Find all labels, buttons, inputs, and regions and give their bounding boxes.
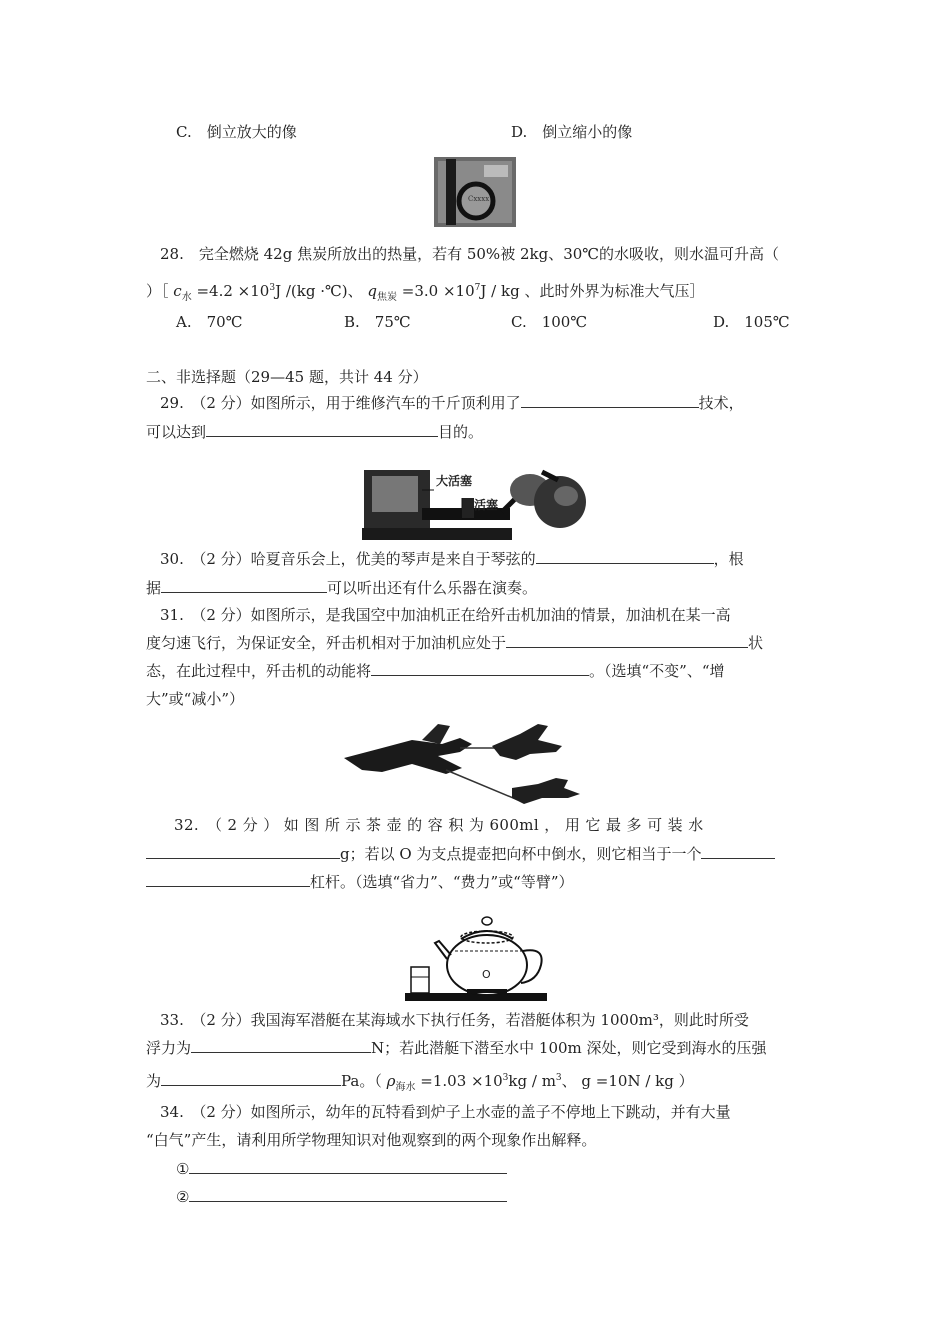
q33-blank2[interactable] bbox=[161, 1071, 341, 1086]
q32-line1: 32. （ 2 分 ） 如 图 所 示 茶 壶 的 容 积 为 600ml ， 用 它 最 多 可 装 水 bbox=[174, 816, 704, 834]
q32-line3: 杠杆。（选填“省力”、“费力”或“等臂”） bbox=[146, 872, 574, 892]
q34-blank1[interactable] bbox=[189, 1159, 507, 1174]
option-d-27: D. 倒立缩小的像 bbox=[511, 123, 633, 141]
q33-line2: 浮力为 N；若此潜艇下潜至水中 100m 深处，则它受到海水的压强 bbox=[146, 1039, 767, 1057]
q33-blank1[interactable] bbox=[191, 1038, 371, 1053]
q31-line3: 态，在此过程中，歼击机的动能将 。（选填“不变”、“增 bbox=[146, 662, 725, 680]
q28-option-c: C. 100℃ bbox=[511, 313, 588, 331]
q29-blank1[interactable] bbox=[521, 393, 699, 408]
hydraulic-jack-figure bbox=[362, 462, 592, 542]
q28-line2: ）［ $c_水 =4.2 \times 10^3J$ /(kg ·℃)、 $q_{焦炭} =3.0 \times 10^7J$ / kg 、此时外界为标准大气压］ bbox=[146, 282, 705, 303]
q29-line1: 29. （2 分）如图所示，用于维修汽车的千斤顶利用了 技术， bbox=[160, 394, 744, 412]
option-c-27: C. 倒立放大的像 bbox=[176, 123, 297, 141]
q32-blank2a[interactable] bbox=[701, 844, 775, 859]
q32-blank1[interactable] bbox=[146, 844, 340, 859]
q34-line2: “白气”产生，请利用所学物理知识对他观察到的两个现象作出解释。 bbox=[146, 1131, 597, 1149]
q28-option-b: B. 75℃ bbox=[344, 313, 411, 331]
q30-blank2[interactable] bbox=[161, 578, 327, 593]
section-heading: 二、非选择题（29—45 题，共计 44 分） bbox=[146, 368, 428, 386]
q30-line1: 30. （2 分）哈夏音乐会上，优美的琴声是来自于琴弦的 ，根 bbox=[160, 550, 744, 568]
q31-blank2[interactable] bbox=[371, 661, 589, 676]
lens-figure bbox=[434, 157, 516, 227]
small-piston-label: 小活塞 bbox=[462, 498, 499, 512]
q33-line3: 为 Pa。（ $\rho_{海水} =1.03 \times 10^3kg / m^3$、 g =10N / kg ） bbox=[146, 1072, 694, 1093]
q33-line1: 33. （2 分）我国海军潜艇在某海域水下执行任务，若潜艇体积为 1000m³，则此时所受 bbox=[160, 1011, 749, 1029]
q34-blank2[interactable] bbox=[189, 1187, 507, 1202]
q34-line1: 34. （2 分）如图所示，幼年的瓦特看到炉子上水壶的盖子不停地上下跳动，并有大量 bbox=[160, 1103, 731, 1121]
q28-option-d: D. 105℃ bbox=[713, 313, 790, 331]
q34-answer2: ② bbox=[176, 1187, 507, 1207]
q32-line2: g；若以 O 为支点提壶把向杯中倒水，则它相当于一个 bbox=[146, 844, 775, 864]
q31-line1: 31. （2 分）如图所示，是我国空中加油机正在给歼击机加油的情景，加油机在某一高 bbox=[160, 606, 731, 624]
q31-line4: 大”或“减小”） bbox=[146, 690, 245, 708]
q28-line1: 28. 完全燃烧 42g 焦炭所放出的热量，若有 50%被 2kg、30℃的水吸收，则水温可升高（ bbox=[160, 245, 780, 263]
q31-line2: 度匀速飞行，为保证安全，歼击机相对于加油机应处于 状 bbox=[146, 634, 764, 652]
svg-text:Cxxxx: Cxxxx bbox=[468, 195, 490, 203]
q29-blank2[interactable] bbox=[206, 422, 438, 437]
q30-line2: 据 可以听出还有什么乐器在演奏。 bbox=[146, 579, 538, 597]
q32-blank2b[interactable] bbox=[146, 872, 310, 887]
pivot-label: O bbox=[482, 968, 491, 981]
teapot-figure bbox=[405, 905, 547, 1003]
refueling-aircraft-figure bbox=[342, 718, 582, 810]
q30-blank1[interactable] bbox=[536, 549, 714, 564]
q29-line2: 可以达到 目的。 bbox=[146, 423, 484, 441]
large-piston-label: 大活塞 bbox=[436, 474, 473, 488]
q34-answer1: ① bbox=[176, 1159, 507, 1179]
q31-blank1[interactable] bbox=[506, 633, 748, 648]
q28-option-a: A. 70℃ bbox=[176, 313, 243, 331]
